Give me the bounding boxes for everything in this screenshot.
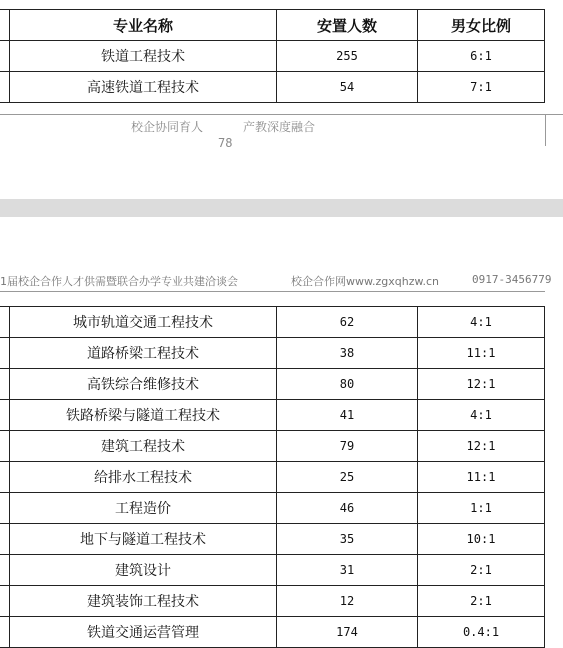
header-placement-count: 安置人数 (277, 10, 418, 41)
row-stub (0, 524, 10, 555)
page-corner-mark (545, 114, 546, 146)
count-cell: 12 (277, 586, 418, 617)
count-cell: 31 (277, 555, 418, 586)
major-name-cell: 给排水工程技术 (10, 462, 277, 493)
ratio-cell: 2:1 (418, 586, 545, 617)
major-name-cell: 建筑装饰工程技术 (10, 586, 277, 617)
major-name-cell: 道路桥梁工程技术 (10, 338, 277, 369)
table-header-row (0, 10, 545, 41)
row-stub (0, 369, 10, 400)
count-cell: 46 (277, 493, 418, 524)
table-row (0, 586, 545, 617)
count-cell: 80 (277, 369, 418, 400)
ratio-cell: 12:1 (418, 369, 545, 400)
bottom-table (0, 306, 545, 648)
header-site: 校企合作网www.zgxqhzw.cn (291, 275, 439, 288)
row-stub (0, 617, 10, 648)
header-major-name: 专业名称 (10, 10, 277, 41)
table-row (0, 369, 545, 400)
table-row (0, 307, 545, 338)
major-name-cell: 建筑设计 (10, 555, 277, 586)
ratio-cell: 6:1 (418, 41, 545, 72)
row-stub (0, 586, 10, 617)
footer-divider (0, 114, 545, 115)
row-stub (0, 338, 10, 369)
count-cell: 255 (277, 41, 418, 72)
ratio-cell: 11:1 (418, 462, 545, 493)
row-stub (0, 493, 10, 524)
row-stub (0, 10, 10, 41)
page-corner-mark (545, 114, 563, 115)
ratio-cell: 0.4:1 (418, 617, 545, 648)
ratio-cell: 11:1 (418, 338, 545, 369)
row-stub (0, 431, 10, 462)
table-row (0, 493, 545, 524)
table-row (0, 338, 545, 369)
row-stub (0, 555, 10, 586)
ratio-cell: 4:1 (418, 400, 545, 431)
row-stub (0, 400, 10, 431)
row-stub (0, 307, 10, 338)
row-stub (0, 462, 10, 493)
table-row (0, 41, 545, 72)
major-name-cell: 建筑工程技术 (10, 431, 277, 462)
major-name-cell: 工程造价 (10, 493, 277, 524)
motto-left: 校企协同育人 (131, 120, 204, 134)
motto-right: 产教深度融合 (243, 120, 316, 134)
header-divider (0, 291, 545, 292)
major-name-cell: 铁道交通运营管理 (10, 617, 277, 648)
page-separator (0, 199, 563, 217)
page-number: 78 (218, 136, 233, 150)
count-cell: 62 (277, 307, 418, 338)
table-row (0, 462, 545, 493)
row-stub (0, 72, 10, 103)
major-name-cell: 城市轨道交通工程技术 (10, 307, 277, 338)
count-cell: 41 (277, 400, 418, 431)
ratio-cell: 12:1 (418, 431, 545, 462)
major-name-cell: 铁路桥梁与隧道工程技术 (10, 400, 277, 431)
count-cell: 25 (277, 462, 418, 493)
header-phone: 0917-3456779 (472, 273, 552, 286)
table-row (0, 431, 545, 462)
header-title: 1届校企合作人才供需暨联合办学专业共建洽谈会 (0, 275, 238, 288)
table-row (0, 524, 545, 555)
top-table (0, 9, 545, 103)
footer-motto (131, 118, 315, 135)
count-cell: 38 (277, 338, 418, 369)
ratio-cell: 1:1 (418, 493, 545, 524)
major-name-cell: 高速铁道工程技术 (10, 72, 277, 103)
ratio-cell: 7:1 (418, 72, 545, 103)
ratio-cell: 4:1 (418, 307, 545, 338)
table-row (0, 72, 545, 103)
ratio-cell: 10:1 (418, 524, 545, 555)
ratio-cell: 2:1 (418, 555, 545, 586)
major-name-cell: 地下与隧道工程技术 (10, 524, 277, 555)
row-stub (0, 41, 10, 72)
table-row (0, 617, 545, 648)
count-cell: 79 (277, 431, 418, 462)
count-cell: 174 (277, 617, 418, 648)
count-cell: 35 (277, 524, 418, 555)
header-gender-ratio: 男女比例 (418, 10, 545, 41)
table-row (0, 555, 545, 586)
major-name-cell: 高铁综合维修技术 (10, 369, 277, 400)
count-cell: 54 (277, 72, 418, 103)
major-name-cell: 铁道工程技术 (10, 41, 277, 72)
table-row (0, 400, 545, 431)
